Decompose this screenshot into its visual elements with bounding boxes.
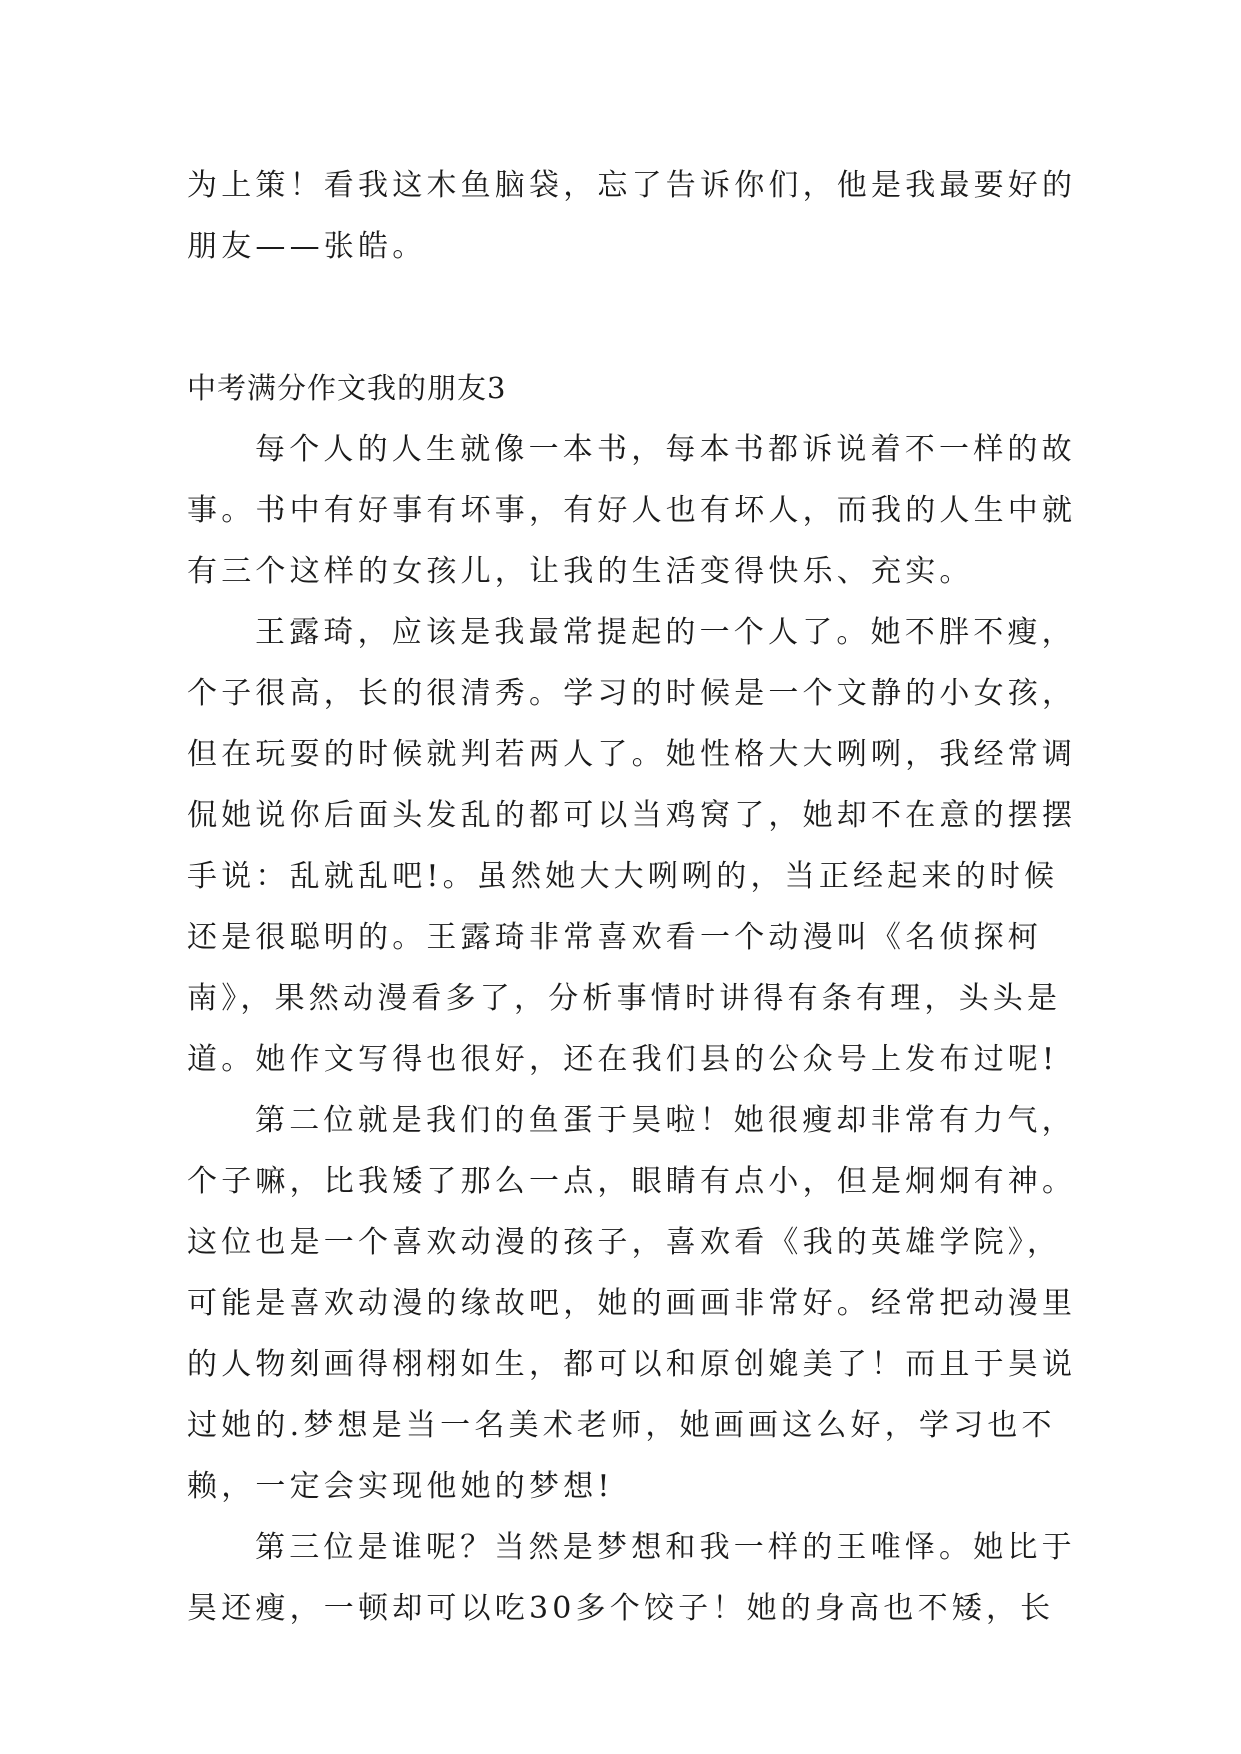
- paragraph-line: 手说：乱就乱吧!。虽然她大大咧咧的，当正经起来的时候: [187, 859, 1059, 894]
- paragraph-line: 赖，一定会实现他她的梦想!: [187, 1469, 614, 1504]
- intro-line: 朋友——张皓。: [187, 229, 427, 264]
- paragraph-line: 第二位就是我们的鱼蛋于昊啦！她很瘦却非常有力气，: [255, 1103, 1076, 1138]
- paragraph: [187, 1090, 1077, 1517]
- paragraph-line: 第三位是谁呢？当然是梦想和我一样的王唯怿。她比于: [255, 1530, 1076, 1565]
- paragraph-line: 过她的.梦想是当一名美术老师，她画画这么好，学习也不: [187, 1408, 1056, 1443]
- paragraph-line: 南》，果然动漫看多了，分析事情时讲得有条有理，头头是: [187, 981, 1062, 1016]
- paragraph-line: 有三个这样的女孩儿，让我的生活变得快乐、充实。: [187, 554, 974, 589]
- paragraph: [187, 602, 1077, 1090]
- paragraph-line: 王露琦，应该是我最常提起的一个人了。她不胖不瘦，: [255, 615, 1076, 650]
- paragraph-line: 昊还瘦，一顿却可以吃30多个饺子！她的身高也不矮，长: [187, 1591, 1055, 1626]
- paragraph-line: 但在玩耍的时候就判若两人了。她性格大大咧咧，我经常调: [187, 737, 1077, 772]
- paragraph-line: 道。她作文写得也很好，还在我们县的公众号上发布过呢!: [187, 1042, 1059, 1077]
- paragraph: [187, 1517, 1076, 1639]
- section-gap: [187, 277, 1055, 358]
- paragraph-line: 事。书中有好事有坏事，有好人也有坏人，而我的人生中就: [187, 493, 1077, 528]
- intro-line: 为上策！看我这木鱼脑袋，忘了告诉你们，他是我最要好的: [187, 168, 1077, 203]
- paragraph-line: 个子嘛，比我矮了那么一点，眼睛有点小，但是炯炯有神。: [187, 1164, 1077, 1199]
- paragraph-line: 侃她说你后面头发乱的都可以当鸡窝了，她却不在意的摆摆: [187, 798, 1077, 833]
- paragraph-line: 个子很高，长的很清秀。学习的时候是一个文静的小女孩，: [187, 676, 1077, 711]
- paragraph-line: 可能是喜欢动漫的缘故吧，她的画画非常好。经常把动漫里: [187, 1286, 1077, 1321]
- paragraph-line: 还是很聪明的。王露琦非常喜欢看一个动漫叫《名侦探柯: [187, 920, 1042, 955]
- document-page: [187, 155, 1077, 1639]
- paragraph-line: 每个人的人生就像一本书，每本书都诉说着不一样的故: [255, 432, 1076, 467]
- paragraph-line: 这位也是一个喜欢动漫的孩子，喜欢看《我的英雄学院》，: [187, 1225, 1062, 1260]
- paragraph: [187, 419, 1077, 602]
- paragraph-line: 的人物刻画得栩栩如生，都可以和原创媲美了！而且于昊说: [187, 1347, 1077, 1382]
- section-title: 中考满分作文我的朋友3: [187, 371, 507, 405]
